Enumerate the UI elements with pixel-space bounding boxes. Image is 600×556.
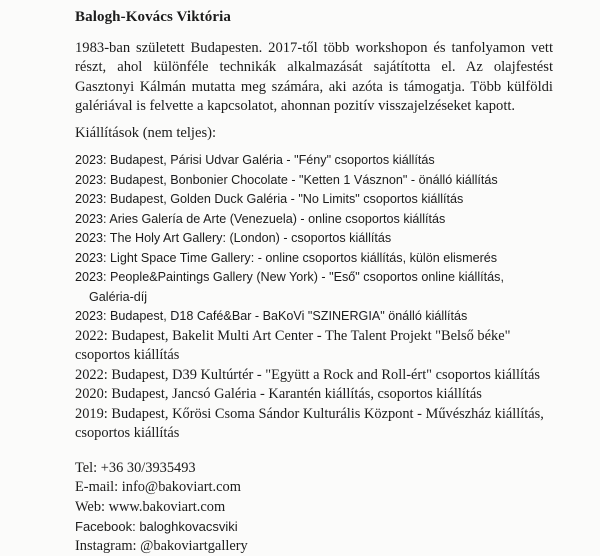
exhibitions-heading: Kiállítások (nem teljes):: [75, 125, 217, 141]
bio-paragraph: 1983-ban született Budapesten. 2017-től több workshopon és tanfolyamon vett részt, ahol különféle technikák alkalmazását sajátította el. Az olajfestést Gasztonyi Kálmán mutatta meg számára, aki azóta is támogatja. Több külföldi galériával is felvette a kapcsolatot, ahonnan pozitív visszajelzéseket kapott.: [75, 40, 553, 115]
contact-block: [75, 459, 248, 556]
contact-phone: Tel: +36 30/3935493: [75, 460, 196, 476]
exhibition-item: 2023: Light Space Time Gallery: - online csoportos kiállítás, külön elismerés: [75, 250, 498, 265]
exhibition-item: 2023: Budapest, Golden Duck Galéria - "No Limits" csoportos kiállítás: [75, 192, 464, 206]
exhibition-item-continuation: Galéria-díj: [89, 289, 148, 304]
exhibition-item: 2023: The Holy Art Gallery: (London) - csoportos kiállítás: [75, 231, 392, 245]
exhibitions-list: [75, 151, 555, 444]
contact-instagram: Instagram: @bakoviartgallery: [75, 537, 248, 554]
contact-email: E-mail: info@bakoviart.com: [75, 479, 241, 496]
exhibition-item: 2023: People&Paintings Gallery (New York) - "Eső" csoportos online kiállítás, Galéria-díj: [75, 268, 555, 307]
exhibition-item: 2019: Budapest, Kőrösi Csoma Sándor Kulturális Központ - Művészház kiállítás, csoportos kiállítás: [75, 405, 555, 444]
exhibition-item: 2023: Budapest, Bonbonier Chocolate - "Ketten 1 Vásznon" - önálló kiállítás: [75, 172, 498, 187]
exhibition-item: 2023: Aries Galería de Arte (Venezuela) - online csoportos kiállítás: [75, 211, 446, 226]
exhibition-item-continuation: csoportos kiállítás: [75, 425, 180, 441]
exhibition-item: 2020: Budapest, Jancsó Galéria - Karantén kiállítás, csoportos kiállítás: [75, 386, 482, 402]
contact-facebook: Facebook: baloghkovacsviki: [75, 519, 238, 535]
exhibition-item: 2022: Budapest, D39 Kultúrtér - "Együtt a Rock and Roll-ért" csoportos kiállítás: [75, 366, 540, 383]
exhibition-item-continuation: csoportos kiállítás: [75, 347, 180, 363]
artist-name: Balogh-Kovács Viktória: [75, 9, 231, 25]
exhibition-item: 2023: Budapest, Párisi Udvar Galéria - "Fény" csoportos kiállítás: [75, 153, 435, 167]
exhibition-item: 2023: Budapest, D18 Café&Bar - BaKoVi "SZINERGIA" önálló kiállítás: [75, 309, 468, 323]
exhibition-item: 2022: Budapest, Bakelit Multi Art Center - The Talent Projekt "Belső béke" csoportos kiállítás: [75, 327, 555, 366]
contact-web: Web: www.bakoviart.com: [75, 498, 226, 515]
